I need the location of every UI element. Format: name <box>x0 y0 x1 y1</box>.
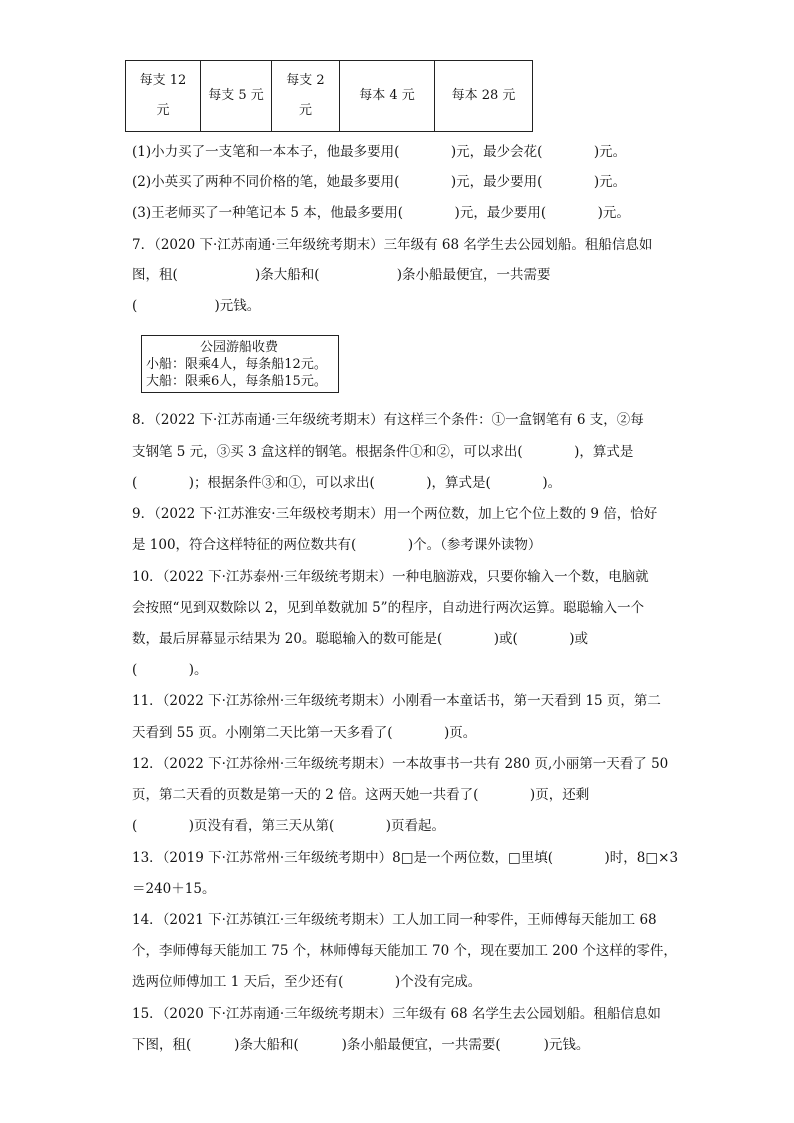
question-14-line-3: 选两位师傅加工 1 天后，至少还有( )个没有完成。 <box>132 974 482 990</box>
question-14-line-1: 14．（2021 下·江苏镇江·三年级统考期末）工人加工同一种零件，王师傅每天能加工 68 <box>132 912 657 928</box>
question-9-line-2: 是 100，符合这样特征的两位数共有( )个。（参考课外读物） <box>132 537 542 553</box>
question-6-1: (1)小力买了一支笔和一本本子，他最多要用( )元，最少会花( )元。 <box>132 144 627 160</box>
question-6-3: (3)王老师买了一种笔记本 5 本，他最多要用( )元，最少要用( )元。 <box>132 205 630 221</box>
boat-fee-notice <box>141 335 339 393</box>
question-10-line-4: ( )。 <box>132 662 208 678</box>
boat-fee-title: 公园游船收费 <box>200 340 279 355</box>
question-12-line-1: 12．（2022 下·江苏徐州·三年级统考期末）一本故事书一共有 280 页,小丽第一天看了 50 <box>132 756 669 772</box>
question-13-line-1: 13．（2019 下·江苏常州·三年级统考期中）8□是一个两位数，□里填( )时，8□×3 <box>132 850 679 866</box>
question-13-line-2: ＝240＋15。 <box>132 881 216 897</box>
question-8-line-3: ( )；根据条件③和①，可以求出( )，算式是( )。 <box>132 475 562 491</box>
price-cell: 每支 5 元 <box>201 61 272 132</box>
question-6-2: (2)小英买了两种不同价格的笔，她最多要用( )元，最少要用( )元。 <box>132 174 627 190</box>
question-8-line-1: 8．（2022 下·江苏南通·三年级统考期末）有这样三个条件：①一盒钢笔有 6 支，②每 <box>132 412 644 428</box>
price-cell: 每支 12 元 <box>126 61 201 132</box>
question-7-line-1: 7．（2020 下·江苏南通·三年级统考期末）三年级有 68 名学生去公园划船。租船信息如 <box>132 237 653 253</box>
question-7-line-3: ( )元钱。 <box>132 298 261 314</box>
price-cell: 每支 2 元 <box>272 61 340 132</box>
question-7-line-2: 图，租( )条大船和( )条小船最便宜，一共需要 <box>132 267 551 283</box>
question-11-line-1: 11．（2022 下·江苏徐州·三年级统考期末）小刚看一本童话书，第一天看到 15 页，第二 <box>132 693 661 709</box>
question-12-line-3: ( )页没有看，第三天从第( )页看起。 <box>132 818 446 834</box>
price-row <box>126 61 533 132</box>
question-14-line-2: 个，李师傅每天能加工 75 个，林师傅每天能加工 70 个，现在要加工 200 个这样的零件， <box>132 943 677 959</box>
price-cell: 每本 4 元 <box>340 61 435 132</box>
question-10-line-2: 会按照“见到双数除以 2，见到单数就加 5”的程序，自动进行两次运算。聪聪输入一个 <box>132 600 645 616</box>
question-10-line-3: 数，最后屏幕显示结果为 20。聪聪输入的数可能是( )或( )或 <box>132 631 589 647</box>
price-table <box>125 60 533 132</box>
price-cell: 每本 28 元 <box>435 61 533 132</box>
question-15-line-1: 15．（2020 下·江苏南通·三年级统考期末）三年级有 68 名学生去公园划船。租船信息如 <box>132 1006 661 1022</box>
small-boat-fee: 小船：限乘4人，每条船12元。 <box>146 357 327 372</box>
question-12-line-2: 页，第二天看的页数是第一天的 2 倍。这两天她一共看了( )页，还剩 <box>132 787 590 803</box>
question-8-line-2: 支钢笔 5 元，③买 3 盒这样的钢笔。根据条件①和②，可以求出( )，算式是 <box>132 444 634 460</box>
question-10-line-1: 10．（2022 下·江苏泰州·三年级统考期末）一种电脑游戏，只要你输入一个数，电脑就 <box>132 569 649 585</box>
question-11-line-2: 天看到 55 页。小刚第二天比第一天多看了( )页。 <box>132 725 477 741</box>
question-15-line-2: 下图，租( )条大船和( )条小船最便宜，一共需要( )元钱。 <box>132 1037 590 1053</box>
large-boat-fee: 大船：限乘6人，每条船15元。 <box>146 374 327 389</box>
question-9-line-1: 9．（2022 下·江苏淮安·三年级校考期末）用一个两位数，加上它个位上数的 9 倍，恰好 <box>132 506 658 522</box>
